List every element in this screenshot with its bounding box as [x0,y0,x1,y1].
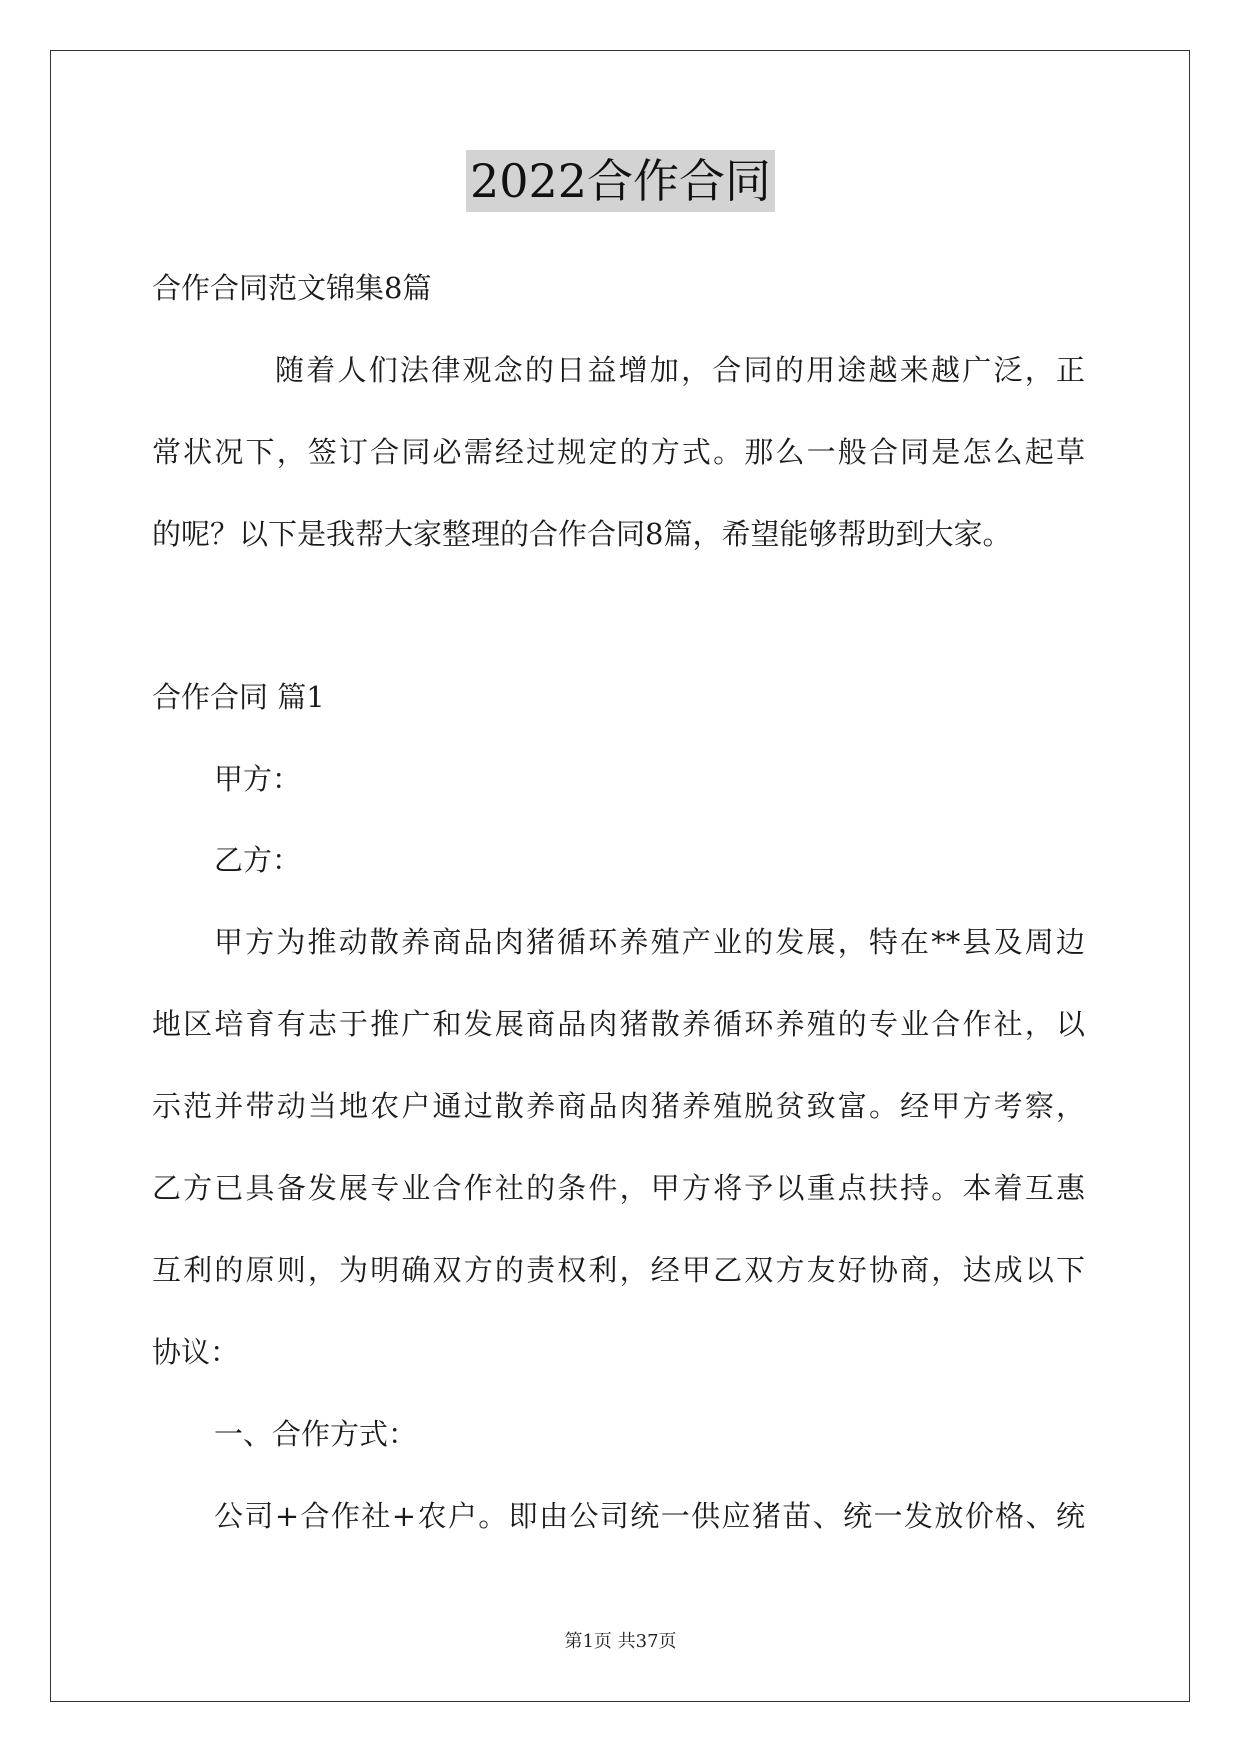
document-subtitle: 合作合同范文锦集8篇 [152,271,432,305]
party-b-label: 乙方： [214,843,302,877]
clause-1-text: 公司+合作社+农户。即由公司统一供应猪苗、统一发放价格、统 [214,1499,1085,1533]
page-number-footer: 第1页 共37页 [564,1631,677,1652]
body-line-5: 互利的原则，为明确双方的责权利，经甲乙双方友好协商，达成以下 [152,1253,1085,1287]
intro-line-2: 常状况下，签订合同必需经过规定的方式。那么一般合同是怎么起草 [152,435,1085,469]
section-heading: 合作合同 篇1 [152,680,325,714]
body-line-1: 甲方为推动散养商品肉猪循环养殖产业的发展，特在**县及周边 [214,925,1085,959]
body-line-2: 地区培育有志于推广和发展商品肉猪散养循环养殖的专业合作社，以 [152,1007,1085,1041]
intro-line-1: 随着人们法律观念的日益增加，合同的用途越来越广泛，正 [275,353,1085,387]
body-line-3: 示范并带动当地农户通过散养商品肉猪养殖脱贫致富。经甲方考察， [152,1089,1085,1123]
document-title: 2022合作合同 [466,150,775,212]
body-line-6: 协议： [152,1335,240,1369]
intro-line-3: 的呢？以下是我帮大家整理的合作合同8篇，希望能够帮助到大家。 [152,517,1012,551]
clause-1-heading: 一、合作方式： [214,1417,418,1451]
party-a-label: 甲方： [214,762,302,796]
title-container [0,150,1241,212]
body-line-4: 乙方已具备发展专业合作社的条件，甲方将予以重点扶持。本着互惠 [152,1171,1085,1205]
